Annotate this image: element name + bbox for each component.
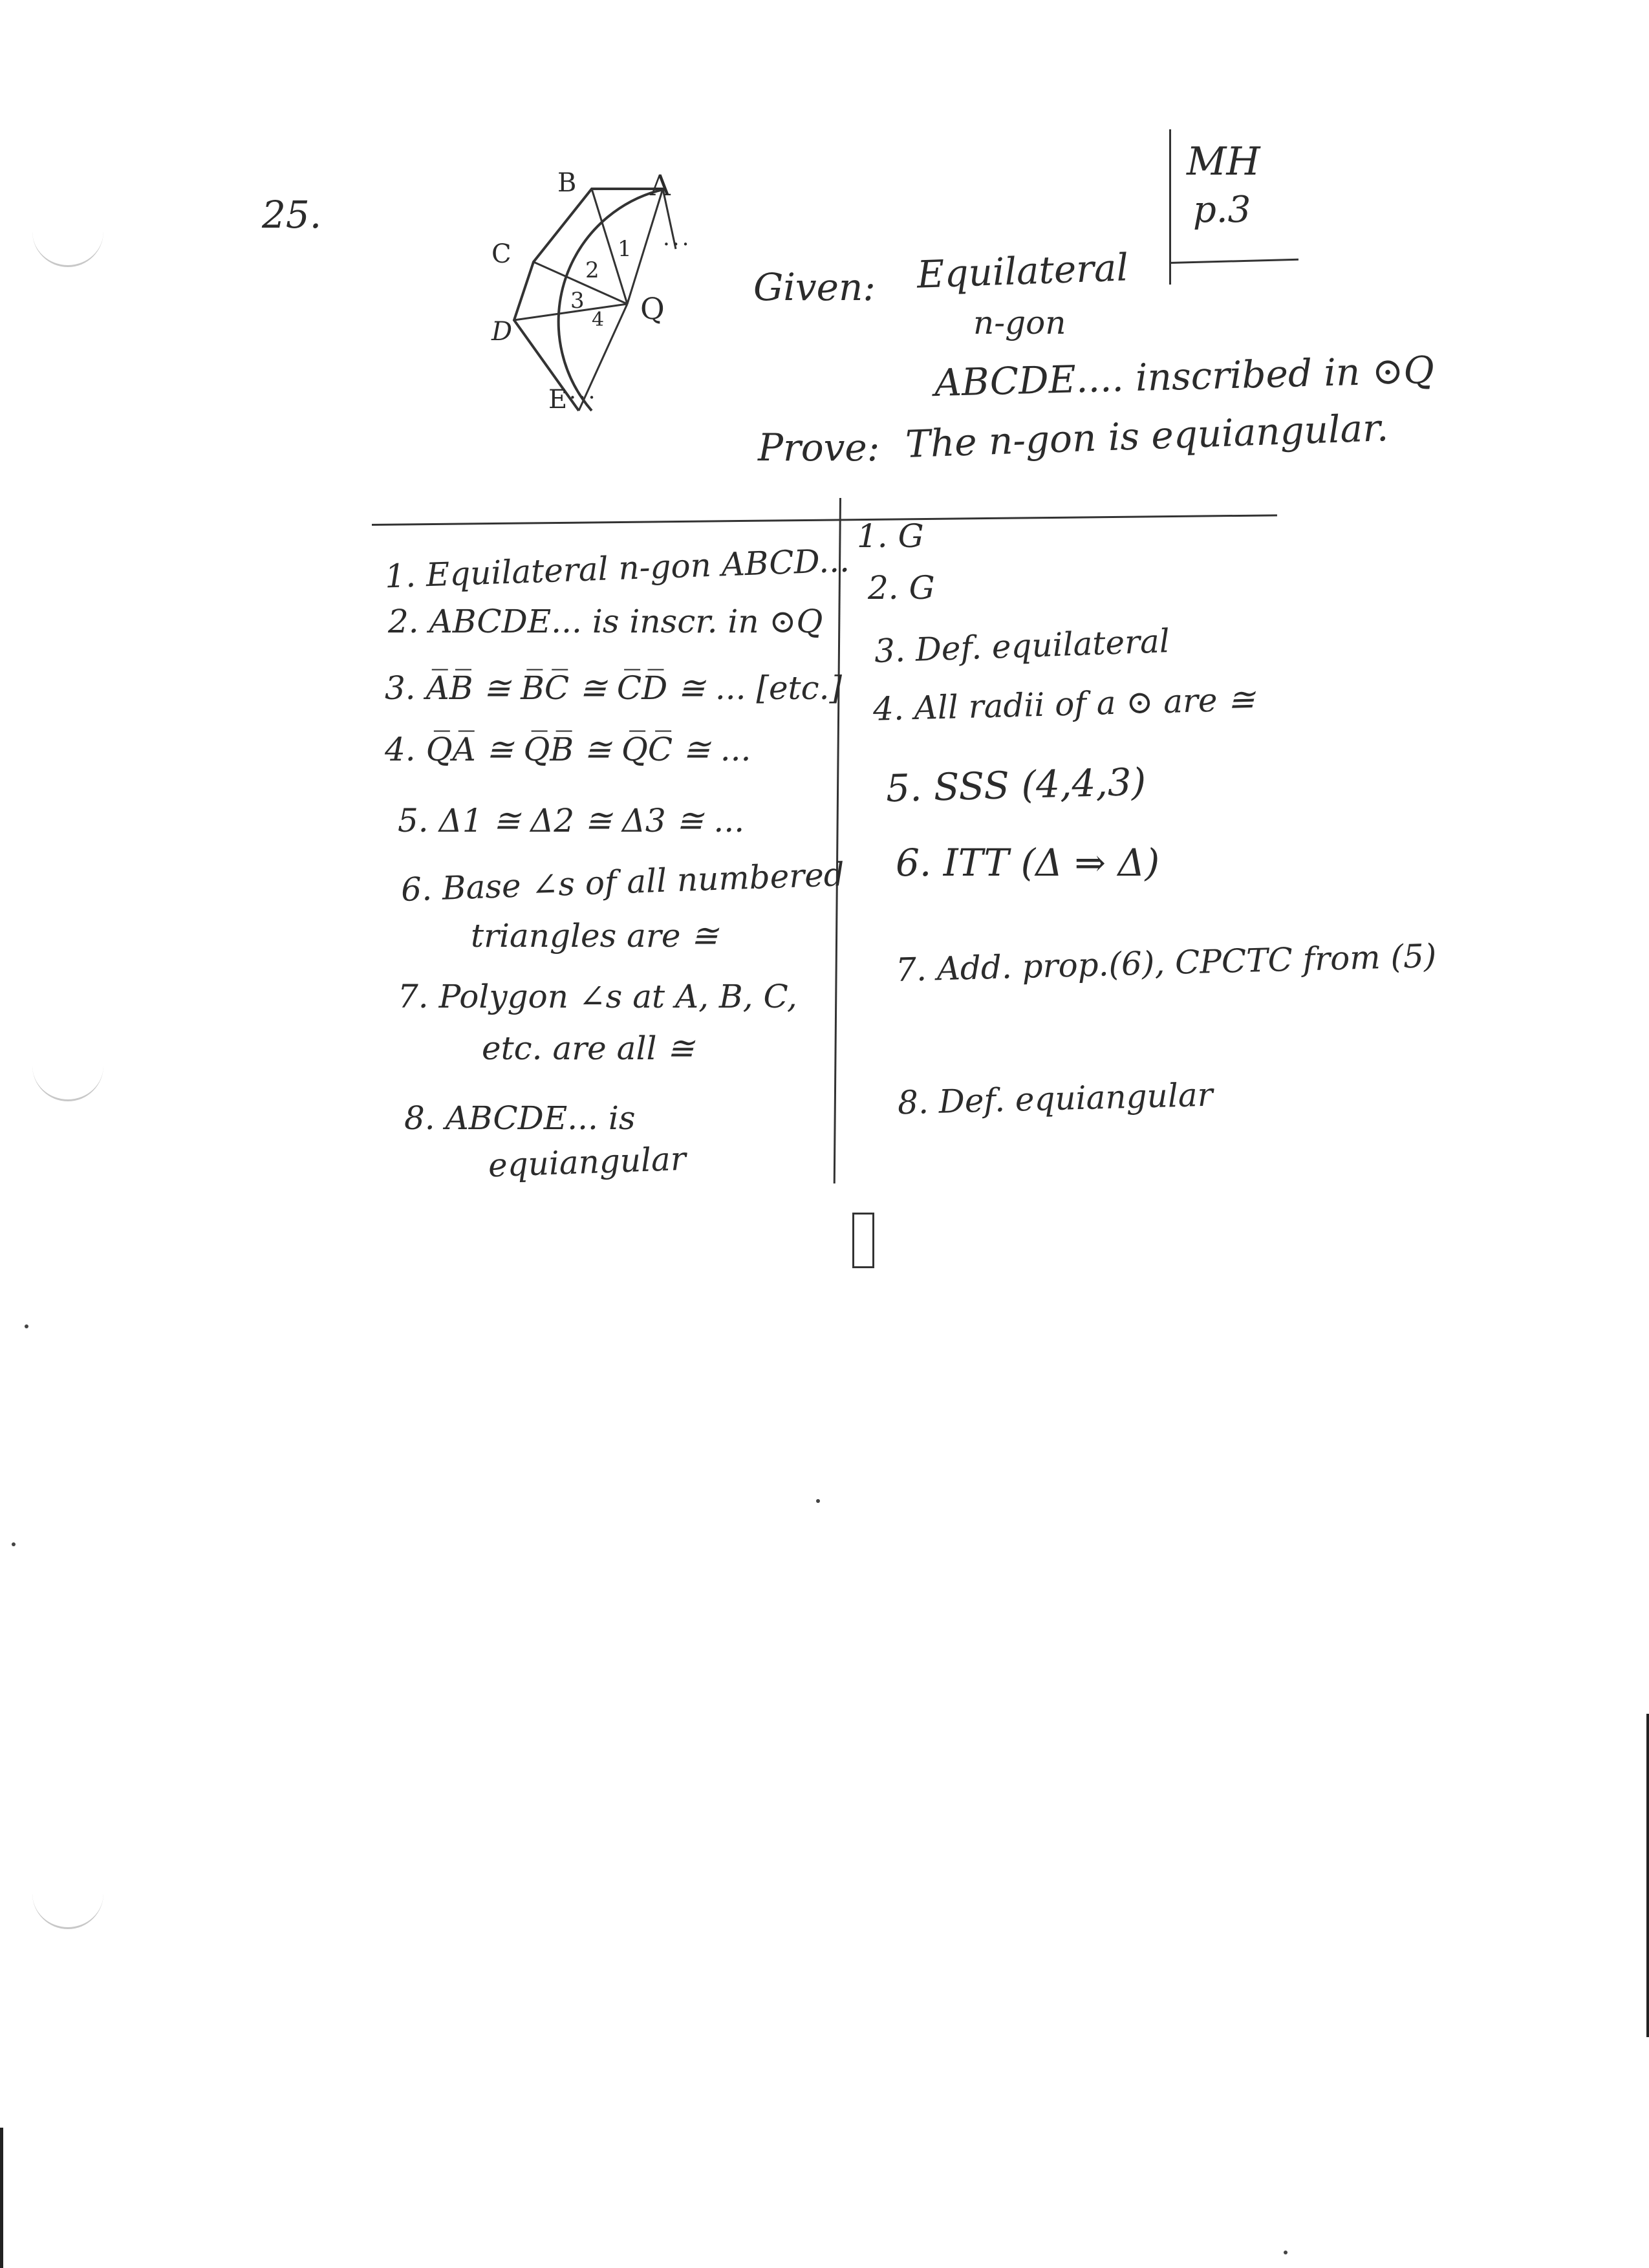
statement-2-text: ABCDE... is inscr. in ⊙Q: [429, 603, 823, 640]
given-line-2: n-gon: [973, 304, 1066, 341]
reason-5: [885, 760, 1147, 811]
statement-3-number: 3.: [385, 669, 416, 707]
statement-8-text: ABCDE... is: [445, 1099, 636, 1137]
triangle-label-3: 3: [570, 288, 585, 314]
problem-number: 25.: [262, 193, 322, 237]
statement-1-text: Equilateral n-gon ABCD...: [425, 541, 850, 594]
statement-4-number: 4.: [385, 731, 416, 768]
prove-label: Prove:: [758, 426, 880, 470]
reason-5-text: SSS (4,4,3): [932, 759, 1147, 810]
reason-8-text: Def. equiangular: [938, 1075, 1214, 1121]
statement-6-text: Base ∠s of all numbered: [441, 856, 845, 907]
ellipsis-after-a: ...: [663, 225, 692, 251]
statement-3: [385, 669, 842, 707]
qed-box: [852, 1213, 874, 1268]
reason-6-text: ITT (Δ ⇒ Δ): [943, 841, 1160, 885]
scan-edge-right: [1646, 1714, 1649, 2037]
reason-2-text: G: [909, 569, 935, 607]
point-label-c: C: [491, 239, 512, 269]
point-label-b: B: [557, 168, 577, 198]
reason-4-number: 4.: [872, 689, 905, 728]
scan-edge-left: [0, 2128, 3, 2268]
statement-4-text: Q̅A̅ ≅ Q̅B̅ ≅ Q̅C̅ ≅ ...: [426, 731, 751, 768]
reason-7: [895, 937, 1437, 989]
binder-hole-bottom: [32, 1888, 103, 1929]
reason-7-text: Add. prop.(6), CPCTC from (5): [936, 937, 1437, 988]
scan-speck: [12, 1542, 16, 1546]
point-label-d: D: [491, 317, 513, 347]
statement-5: [398, 802, 744, 839]
given-line-1: Equilateral: [916, 245, 1130, 297]
statement-7-text: Polygon ∠s at A, B, C,: [438, 978, 797, 1015]
triangle-label-1: 1: [618, 236, 632, 262]
binder-hole-top: [32, 226, 103, 267]
radius-qa: [627, 189, 663, 304]
statement-5-number: 5.: [398, 802, 429, 839]
inscribed-polygon-diagram: [453, 155, 724, 429]
reason-1: [857, 517, 924, 555]
reason-3-text: Def. equilateral: [914, 622, 1170, 669]
given-line-3: ABCDE.... inscribed in ⊙Q: [934, 347, 1435, 405]
reason-1-text: G: [898, 517, 924, 555]
reason-7-number: 7.: [895, 950, 927, 989]
binder-hole-middle: [32, 1061, 103, 1101]
statement-8-continued: equiangular: [488, 1139, 687, 1185]
reason-3: [874, 622, 1170, 670]
reason-2: [868, 569, 935, 607]
statement-6: [400, 856, 845, 909]
reason-8: [897, 1076, 1213, 1122]
scan-speck: [1284, 2251, 1288, 2254]
reason-6: [896, 841, 1159, 885]
triangle-label-2: 2: [585, 257, 599, 283]
point-label-a: A: [650, 169, 671, 202]
reason-6-number: 6.: [896, 841, 932, 885]
reason-4-text: All radii of a ⊙ are ≅: [913, 680, 1255, 728]
statement-1: [384, 541, 850, 595]
statement-8-number: 8.: [404, 1099, 435, 1137]
scan-speck: [25, 1324, 28, 1328]
statement-7-number: 7.: [398, 978, 429, 1015]
header-initials: MH: [1187, 139, 1260, 184]
triangle-label-4: 4: [592, 308, 605, 331]
statement-2-number: 2.: [388, 603, 419, 640]
statement-5-text: Δ1 ≅ Δ2 ≅ Δ3 ≅ ...: [438, 802, 745, 839]
statement-8: [404, 1099, 635, 1137]
statement-3-text: A̅B̅ ≅ B̅C̅ ≅ C̅D̅ ≅ ... [etc.]: [426, 669, 843, 707]
scan-speck: [816, 1499, 820, 1503]
reason-3-number: 3.: [874, 631, 906, 670]
statement-6-continued: triangles are ≅: [471, 917, 718, 955]
statement-4: [385, 731, 751, 768]
reason-1-number: 1.: [857, 517, 888, 555]
reason-8-number: 8.: [897, 1083, 929, 1122]
statement-2: [388, 603, 823, 640]
point-label-q: Q: [640, 291, 665, 326]
reason-2-number: 2.: [868, 569, 899, 607]
prove-text: The n-gon is equiangular.: [905, 405, 1390, 467]
proof-table-divider: [834, 498, 841, 1183]
proof-table-top-rule: [372, 514, 1277, 526]
statement-7: [398, 978, 797, 1015]
reason-4: [872, 680, 1255, 728]
ellipsis-after-e: ...: [569, 378, 598, 404]
header-box-horizontal: [1169, 259, 1299, 264]
point-label-e: E: [548, 385, 568, 415]
statement-1-number: 1.: [384, 556, 416, 596]
header-page: p.3: [1193, 189, 1251, 231]
reason-5-number: 5.: [885, 765, 923, 811]
statement-6-number: 6.: [400, 870, 433, 909]
statement-7-continued: etc. are all ≅: [482, 1030, 695, 1067]
given-label: Given:: [753, 265, 876, 309]
